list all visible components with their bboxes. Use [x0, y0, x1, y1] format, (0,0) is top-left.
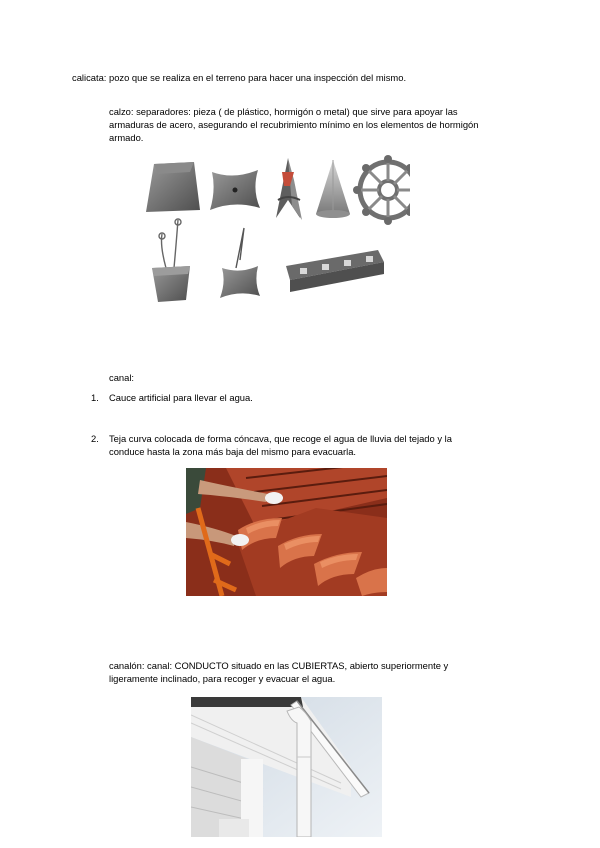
canalon-gutter-image	[191, 697, 382, 837]
calzo-definition-line-2: armaduras de acero, asegurando el recubrimiento mínimo en los elementos de hormigón	[109, 119, 479, 130]
plastic-chair-spacer	[276, 158, 302, 220]
canal-heading: canal:	[109, 372, 135, 383]
concrete-bowtie-with-wire	[220, 228, 260, 298]
concrete-bowtie-spacer	[210, 170, 260, 210]
canal-item-2-text-line-2: conduce hasta la zona más baja del mismo para evacuarla.	[109, 446, 357, 457]
calzo-definition-line-3: armado.	[109, 132, 144, 143]
concrete-spacer-with-wire	[152, 219, 190, 302]
roof-tile-rows	[226, 468, 387, 596]
concrete-trapezoid-spacer	[146, 162, 200, 212]
calzo-definition-line-1: calzo: separadores: pieza ( de plástico, hormigón o metal) que sirve para apoyar las	[109, 106, 458, 117]
list-number-1: 1.	[91, 392, 99, 403]
list-number-2: 2.	[91, 433, 99, 444]
canal-item-1-text: Cauce artificial para llevar el agua.	[109, 392, 253, 403]
calicata-definition: calicata: pozo que se realiza en el terreno para hacer una inspección del mismo.	[72, 72, 407, 83]
canalon-definition-line-1: canalón: canal: CONDUCTO situado en las CUBIERTAS, abierto superiormente y	[109, 660, 449, 671]
canal-item-2-text-line-1: Teja curva colocada de forma cóncava, que recoge el agua de lluvia del tejado y la	[109, 433, 452, 444]
canal-roof-tiles-image	[186, 468, 387, 596]
calzo-spacers-image	[140, 150, 410, 310]
plastic-wheel-spacer	[353, 155, 410, 225]
canalon-definition-line-2: ligeramente inclinado, para recoger y evacuar el agua.	[109, 673, 336, 684]
plastic-cone-spacer	[316, 160, 350, 218]
plastic-rail-spacer	[286, 250, 384, 292]
